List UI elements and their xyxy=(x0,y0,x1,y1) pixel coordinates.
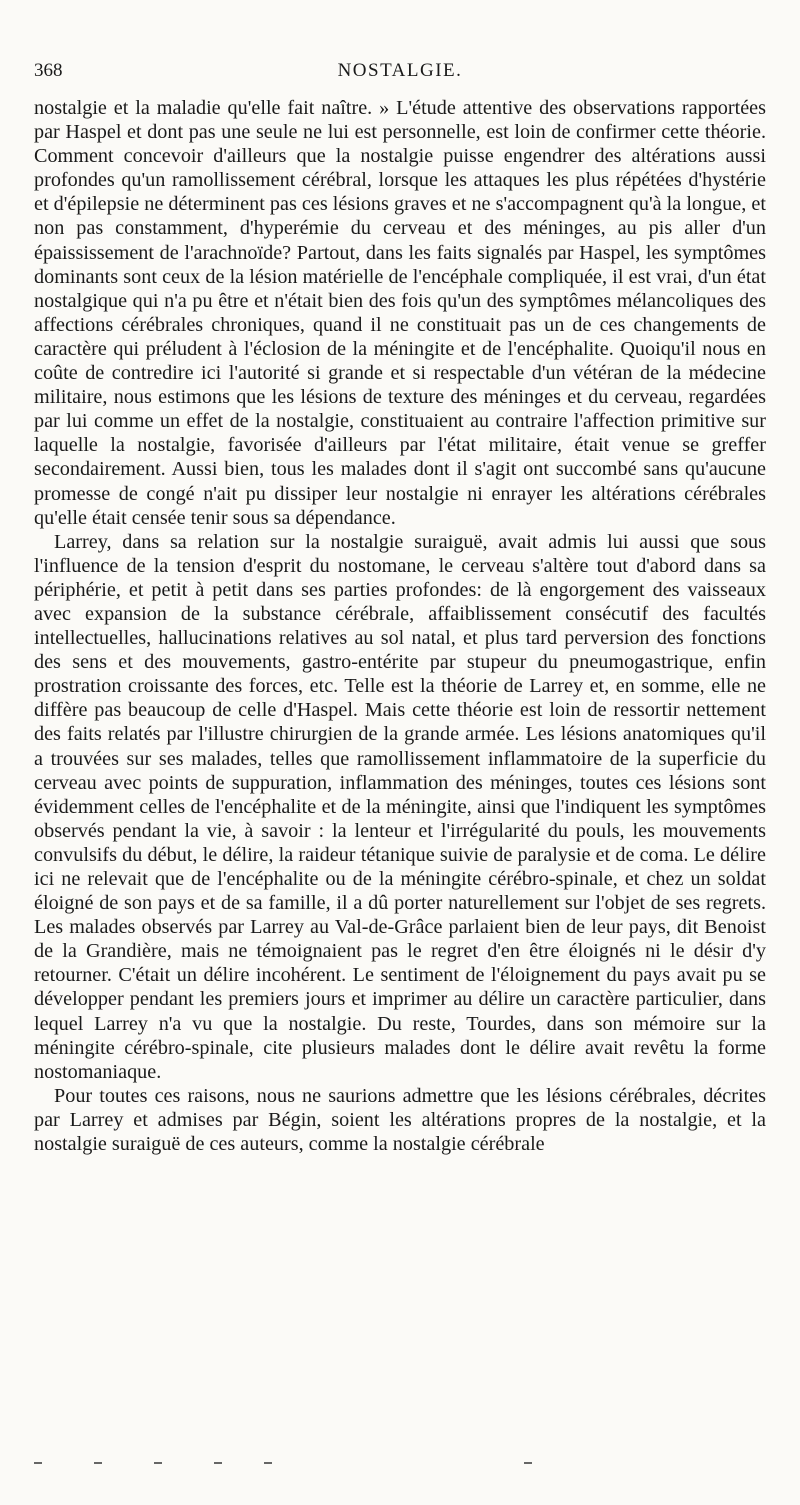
speck xyxy=(154,1462,162,1464)
paragraph-continuation: nostalgie et la maladie qu'elle fait naître. » L'étude attentive des observations rapportées par Haspel et dont pas une seule ne lui est personnelle, est loin de confirmer cette théorie. Comment concevoir d'ailleurs que la nostalgie puisse engendrer des altérations aussi profondes qu'un ramollissement cérébral, lorsque les attaques les plus répétées d'hystérie et d'épilepsie ne déterminent pas ces lésions graves et ne s'accompagnent qu'à la longue, et non pas constamment, d'hyperémie du cerveau et des méninges, au pis aller d'un épaississement de l'arachnoïde? Partout, dans les faits signalés par Haspel, les symptômes dominants sont ceux de la lésion matérielle de l'encéphale compliquée, il est vrai, d'un état nostalgique qui n'a pu être et n'était bien des fois qu'un des symptômes mélancoliques des affections cérébrales chroniques, quand il ne constituait pas un de ces changements de caractère qui préludent à l'éclosion de la méningite et de l'encéphalite. Quoiqu'il nous en coûte de contredire ici l'autorité si grande et si respectable d'un vétéran de la médecine militaire, nous estimons que les lésions de texture des méninges et du cerveau, regardées par lui comme un effet de la nostalgie, constituaient au contraire l'affection primitive sur laquelle la nostalgie, favorisée d'ailleurs par l'état militaire, était venue se greffer secondairement. Aussi bien, tous les malades dont il s'agit ont succombé sans qu'aucune promesse de congé n'ait pu dissiper leur nostalgie ni enrayer les altérations cérébrales qu'elle était censée tenir sous sa dépendance. xyxy=(34,97,766,529)
page-header xyxy=(34,60,766,88)
page-number: 368 xyxy=(34,60,63,81)
paragraph-larrey: Larrey, dans sa relation sur la nostalgie suraiguë, avait admis lui aussi que sous l'influence de la tension d'esprit du nostomane, le cerveau s'altère tout d'abord dans sa périphérie, et petit à petit dans ses parties profondes: de là engorgement des vaisseaux avec expansion de la substance cérébrale, affaiblissement consécutif des facultés intellectuelles, hallucinations relatives au sol natal, et plus tard perversion des fonctions des sens et des mouvements, gastro-entérite par stupeur du pneumogastrique, enfin prostration croissante des forces, etc. Telle est la théorie de Larrey et, en somme, elle ne diffère pas beaucoup de celle d'Haspel. Mais cette théorie est loin de ressortir nettement des faits relatés par l'illustre chirurgien de la grande armée. Les lésions anatomiques qu'il a trouvées sur ses malades, telles que ramollissement inflammatoire de la superficie du cerveau avec points de suppuration, inflammation des méninges, toutes ces lésions sont évidemment celles de l'encéphalite et de la méningite, ainsi que l'indiquent les symptômes observés pendant la vie, à savoir : la lenteur et l'irrégularité du pouls, les mouvements convulsifs du début, le délire, la raideur tétanique suivie de paralysie et de coma. Le délire ici ne relevait que de l'encéphalite ou de la méningite cérébro-spinale, et chez un soldat éloigné de son pays et de sa famille, il a dû porter naturellement sur l'objet de ses regrets. Les malades observés par Larrey au Val-de-Grâce parlaient bien de leur pays, dit Benoist de la Grandière, mais ne témoignaient pas le regret d'en être éloignés ni le désir d'y retourner. C'était un délire incohérent. Le sentiment de l'éloignement du pays avait pu se développer pendant les premiers jours et imprimer au délire un caractère particulier, dans lequel Larrey n'a vu que la nostalgie. Du reste, Tourdes, dans son mémoire sur la méningite cérébro-spinale, cite plusieurs malades dont le délire avait revêtu la forme nostomaniaque. xyxy=(34,530,766,1083)
running-title: NOSTALGIE. xyxy=(337,60,463,81)
speck xyxy=(524,1462,532,1464)
speck xyxy=(94,1462,102,1464)
paragraph-conclusion: Pour toutes ces raisons, nous ne saurions admettre que les lésions cérébrales, décrites par Larrey et admises par Bégin, soient les altérations propres de la nostalgie, et la nostalgie suraiguë de ces auteurs, comme la nostalgie cérébrale xyxy=(34,1084,766,1156)
footer-specks xyxy=(34,1462,534,1472)
speck xyxy=(34,1462,42,1464)
speck xyxy=(264,1462,272,1464)
body-text xyxy=(34,96,766,1156)
speck xyxy=(214,1462,222,1464)
